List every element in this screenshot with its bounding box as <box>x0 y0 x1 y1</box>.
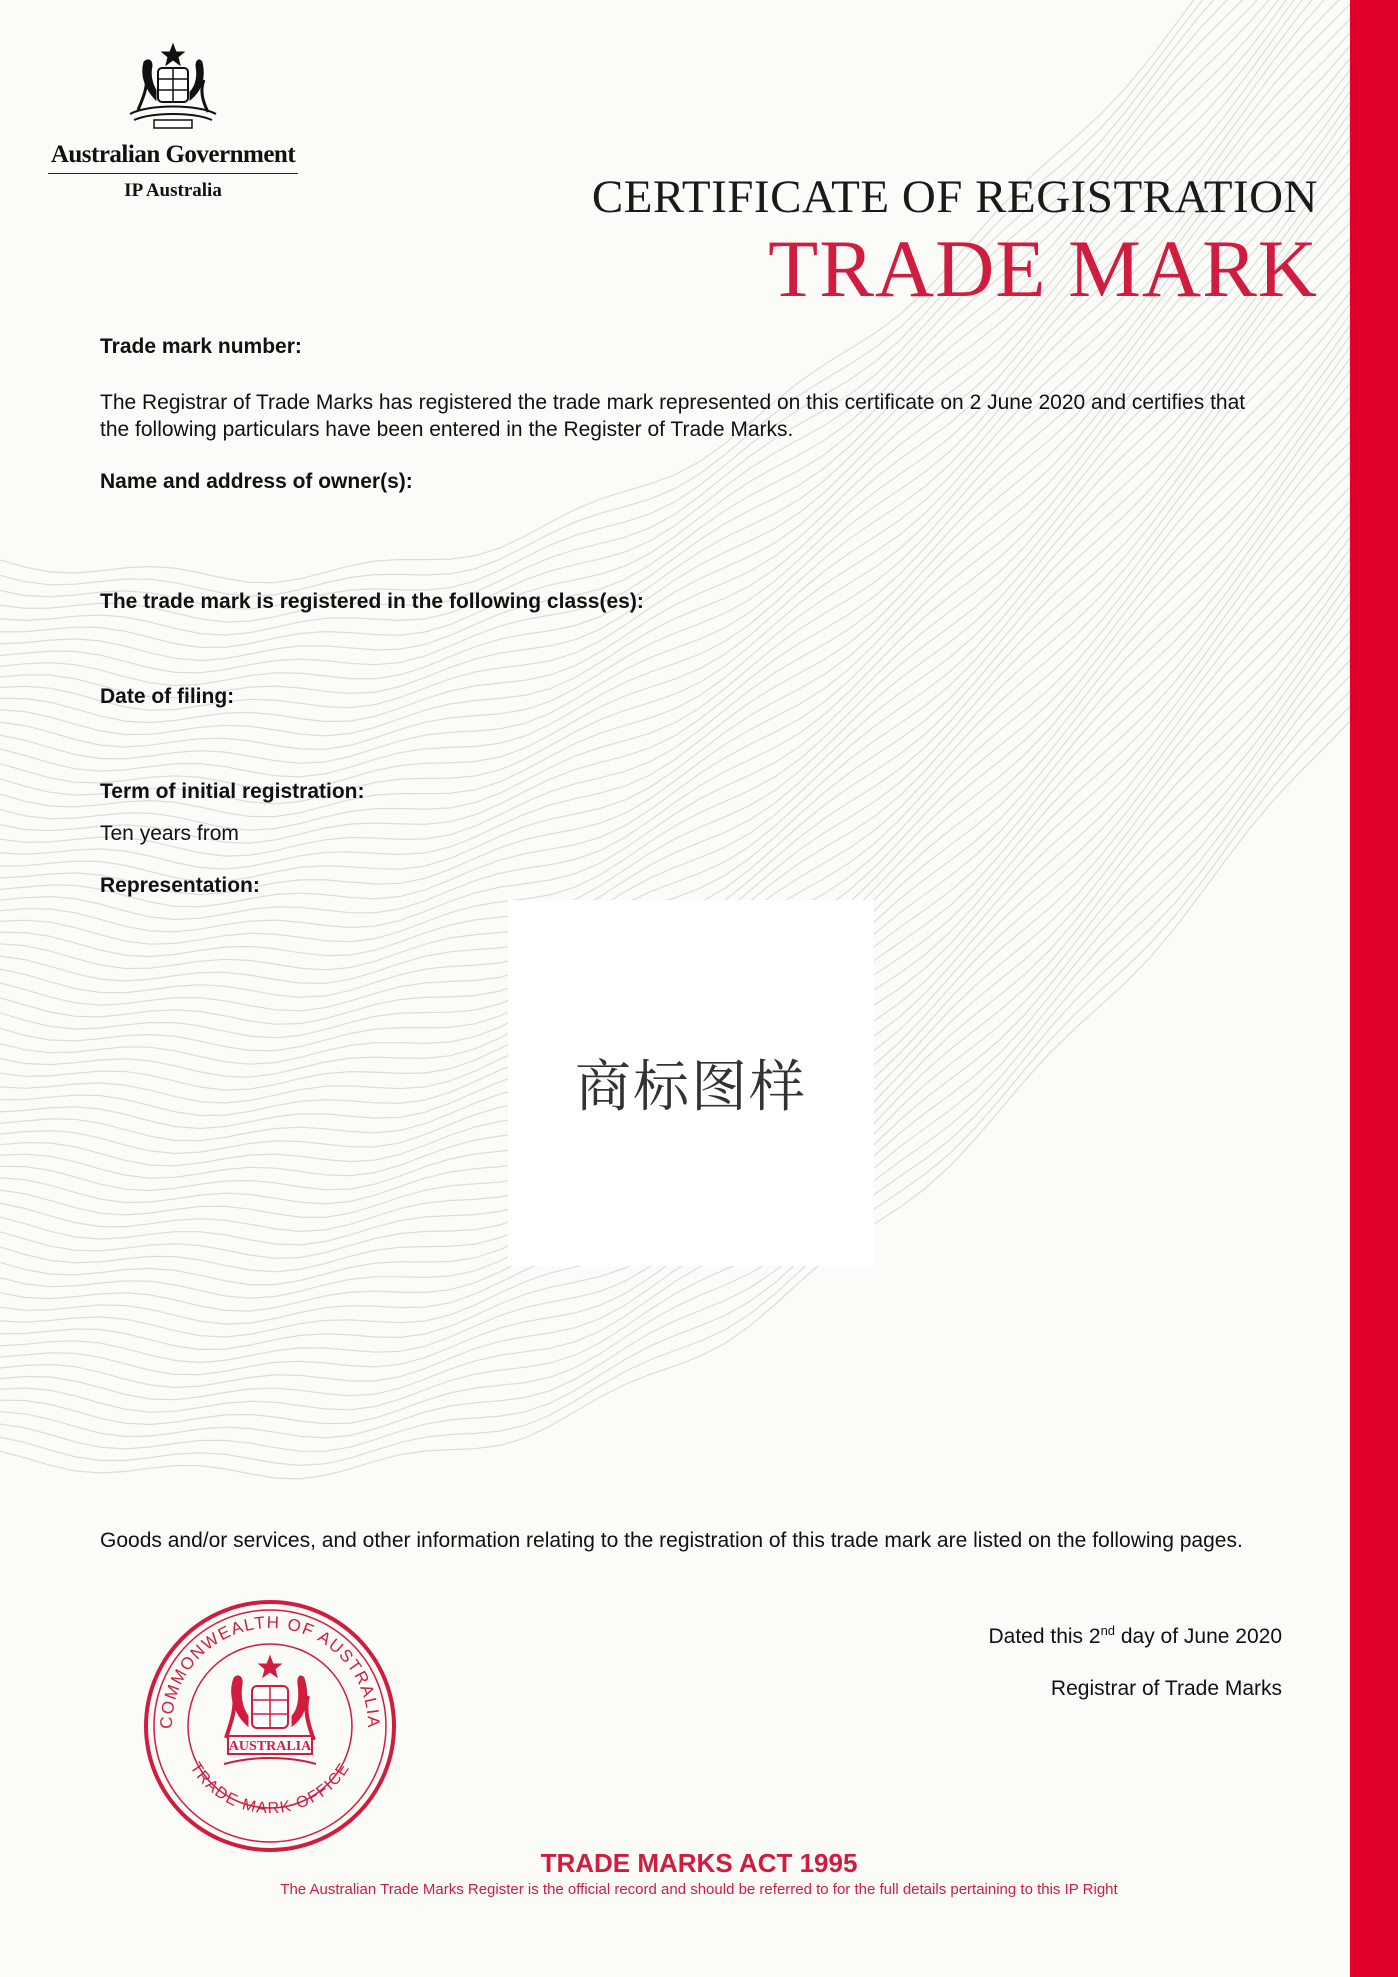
term-label: Term of initial registration: <box>100 780 365 803</box>
trade-mark-title: TRADE MARK <box>768 223 1318 314</box>
act-note: The Australian Trade Marks Register is the official record and should be referred to for the full details pertaining to this IP Right <box>280 1881 1118 1898</box>
dated-ordinal: nd <box>1100 1623 1116 1638</box>
term-value: Ten years from <box>100 822 239 845</box>
representation-placeholder: 商标图样 <box>575 1055 807 1120</box>
representation-box <box>508 900 874 1266</box>
seal-banner-text: AUSTRALIA <box>228 1739 312 1754</box>
seal-top-text: COMMONWEALTH OF AUSTRALIA <box>156 1612 384 1730</box>
classes-label: The trade mark is registered in the following class(es): <box>100 590 644 613</box>
australian-government-logo <box>48 40 298 202</box>
dated-prefix: Dated this 2 <box>988 1625 1101 1648</box>
trade-mark-office-seal <box>142 1598 398 1854</box>
filing-date-label: Date of filing: <box>100 685 235 708</box>
seal-bottom-text: TRADE MARK OFFICE <box>186 1759 354 1818</box>
certificate-title: CERTIFICATE OF REGISTRATION <box>591 171 1318 223</box>
representation-label: Representation: <box>100 874 260 897</box>
dated-line <box>988 1623 1282 1649</box>
owner-label: Name and address of owner(s): <box>100 470 413 493</box>
intro-text: The Registrar of Trade Marks has registered the trade mark represented on this certificate on 2 June 2020 and certifies that the following particulars have been entered in the Register of Trade Marks. <box>100 391 1246 441</box>
trade-mark-number-label: Trade mark number: <box>100 335 302 358</box>
registrar-title: Registrar of Trade Marks <box>1050 1677 1282 1700</box>
government-name: Australian Government <box>48 141 298 174</box>
right-red-bar <box>1350 0 1398 1977</box>
act-title: TRADE MARKS ACT 1995 <box>540 1848 858 1878</box>
agency-name: IP Australia <box>124 180 222 201</box>
dated-rest: day of June 2020 <box>1115 1625 1282 1648</box>
goods-services-text: Goods and/or services, and other information relating to the registration of this trade mark are listed on the following pages. <box>100 1529 1243 1552</box>
coat-of-arms-icon <box>108 40 238 132</box>
